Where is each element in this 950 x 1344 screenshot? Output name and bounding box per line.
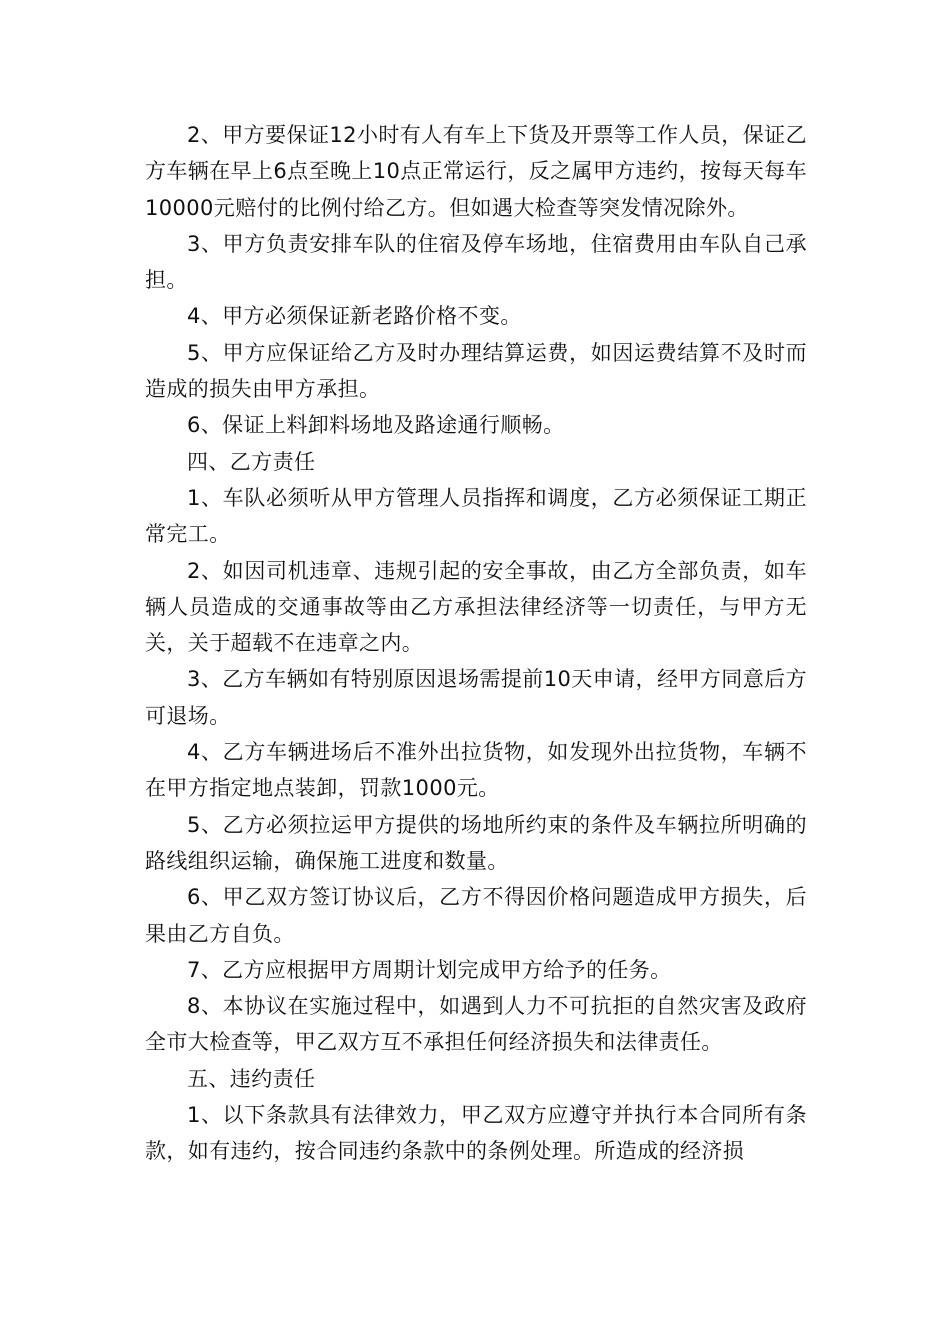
section-heading-breach: 五、违约责任	[187, 1066, 316, 1091]
clause-1-breach-terms: 1、以下条款具有法律效力，甲乙双方应遵守并执行本合同所有条款，如有违约，按合同违约条款中的条例处理。所造成的经济损	[145, 1103, 807, 1164]
clause-2-party-b-safety: 2、如因司机违章、违规引起的安全事故，由乙方全部负责，如车辆人员造成的交通事故等由乙方承担法律经济等一切责任，与甲方无关，关于超载不在违章之内。	[145, 558, 807, 656]
clause-1-party-b-dispatch: 1、车队必须听从甲方管理人员指挥和调度，乙方必须保证工期正常完工。	[145, 485, 807, 547]
clause-8-force-majeure: 8、本协议在实施过程中，如遇到人力不可抗拒的自然灾害及政府全市大检查等，甲乙双方互不承担任何经济损失和法律责任。	[145, 994, 807, 1055]
section-heading-party-b: 四、乙方责任	[187, 449, 316, 474]
clause-4-party-b-outside-hauling: 4、乙方车辆进场后不准外出拉货物，如发现外出拉货物，车辆不在甲方指定地点装卸，罚款1000元。	[145, 740, 807, 801]
clause-6-party-b-price-loss: 6、甲乙双方签订协议后，乙方不得因价格问题造成甲方损失，后果由乙方自负。	[145, 885, 807, 946]
clause-4-party-a-price: 4、甲方必须保证新老路价格不变。	[187, 304, 522, 329]
document-body	[145, 117, 807, 1170]
clause-2-party-a-staffing: 2、甲方要保证12小时有人有车上下货及开票等工作人员，保证乙方车辆在早上6点至晚上10点正常运行，反之属甲方违约，按每天每车10000元赔付的比例付给乙方。但如遇大检查等突发情况除外。	[145, 123, 807, 220]
clause-3-party-a-lodging: 3、甲方负责安排车队的住宿及停车场地，住宿费用由车队自己承担。	[145, 231, 807, 293]
clause-6-party-a-access: 6、保证上料卸料场地及路途通行顺畅。	[187, 413, 565, 438]
clause-7-party-b-tasks: 7、乙方应根据甲方周期计划完成甲方给予的任务。	[187, 957, 672, 982]
clause-3-party-b-exit: 3、乙方车辆如有特别原因退场需提前10天申请，经甲方同意后方可退场。	[145, 667, 807, 728]
clause-5-party-b-route: 5、乙方必须拉运甲方提供的场地所约束的条件及车辆拉所明确的路线组织运输，确保施工进度和数量。	[145, 812, 807, 873]
clause-5-party-a-settlement: 5、甲方应保证给乙方及时办理结算运费，如因运费结算不及时而造成的损失由甲方承担。	[145, 340, 807, 402]
